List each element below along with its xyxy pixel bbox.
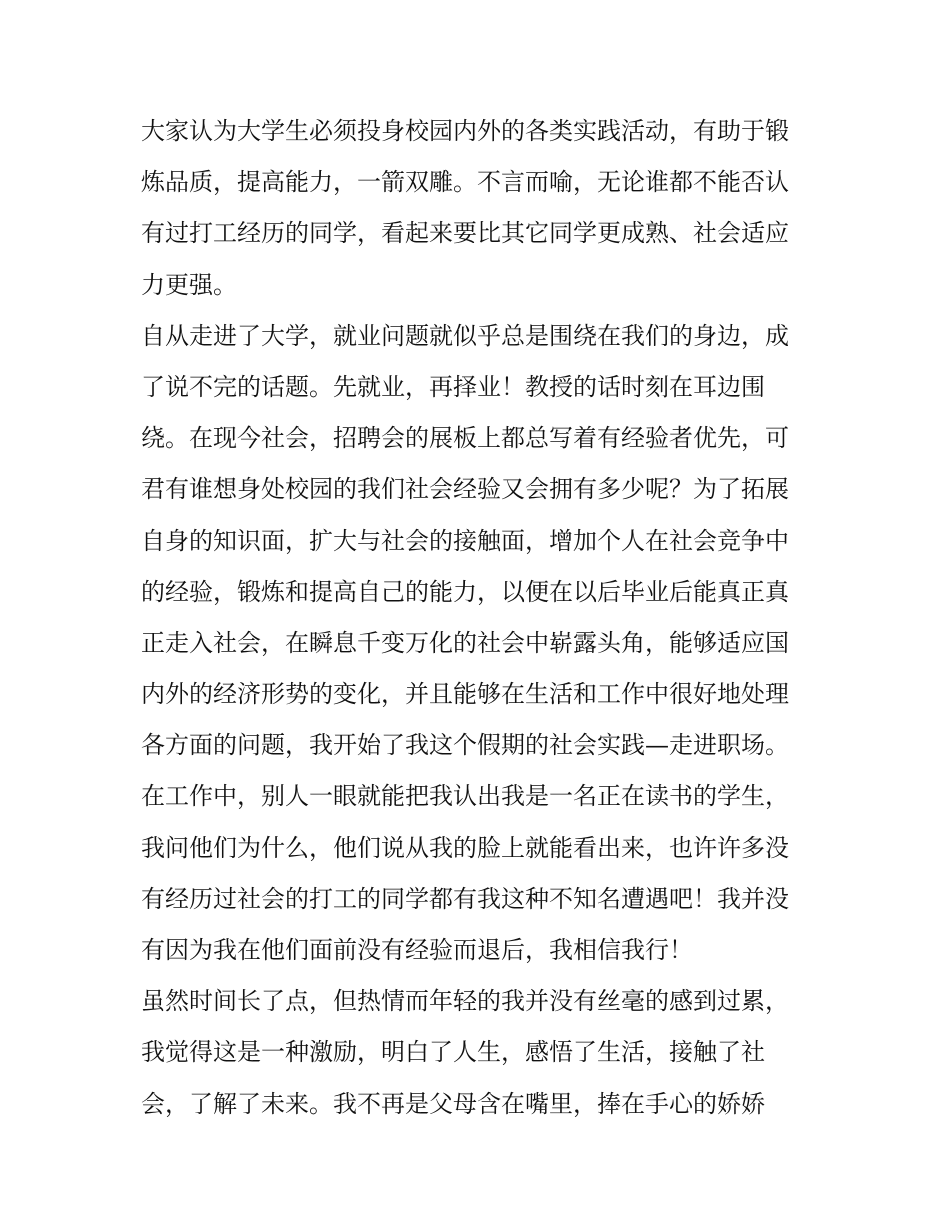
text-line-17: 有因为我在他们面前没有经验而退后，我相信我行！ xyxy=(141,936,693,964)
text-line-14: 在工作中，别人一眼就能把我认出我是一名正在读书的学生， xyxy=(141,782,789,811)
text-line-3: 有过打工经历的同学，看起来要比其它同学更成熟、社会适应 xyxy=(141,219,789,248)
text-line-1: 大家认为大学生必须投身校园内外的各类实践活动，有助于锻 xyxy=(141,117,789,145)
text-line-5: 自从走进了大学，就业问题就似乎总是围绕在我们的身边，成 xyxy=(141,321,789,350)
text-line-13: 各方面的问题，我开始了我这个假期的社会实践—走进职场。 xyxy=(141,731,789,760)
text-line-11: 正走入社会，在瞬息千变万化的社会中崭露头角，能够适应国 xyxy=(141,628,789,657)
text-line-2: 炼品质，提高能力，一箭双雕。不言而喻，无论谁都不能否认 xyxy=(141,168,789,197)
text-line-10: 的经验，锻炼和提高自己的能力，以便在以后毕业后能真正真 xyxy=(141,577,789,606)
text-line-12: 内外的经济形势的变化，并且能够在生活和工作中很好地处理 xyxy=(141,680,789,709)
body-text xyxy=(141,106,821,1130)
text-line-6: 了说不完的话题。先就业，再择业！教授的话时刻在耳边围 xyxy=(141,372,765,401)
text-line-18: 虽然时间长了点，但热情而年轻的我并没有丝毫的感到过累， xyxy=(141,987,789,1016)
text-line-4: 力更强。 xyxy=(141,270,237,299)
text-line-15: 我问他们为什么，他们说从我的脸上就能看出来，也许许多没 xyxy=(141,833,789,862)
text-line-19: 我觉得这是一种激励，明白了人生，感悟了生活，接触了社 xyxy=(141,1038,765,1067)
text-line-9: 自身的知识面，扩大与社会的接触面，增加个人在社会竞争中 xyxy=(141,526,789,555)
text-line-8: 君有谁想身处校园的我们社会经验又会拥有多少呢？为了拓展 xyxy=(141,475,789,504)
text-line-20: 会，了解了未来。我不再是父母含在嘴里，捧在手心的娇娇 xyxy=(141,1089,765,1118)
text-line-7: 绕。在现今社会，招聘会的展板上都总写着有经验者优先，可 xyxy=(141,424,789,453)
text-line-16: 有经历过社会的打工的同学都有我这种不知名遭遇吧！我并没 xyxy=(141,884,789,913)
